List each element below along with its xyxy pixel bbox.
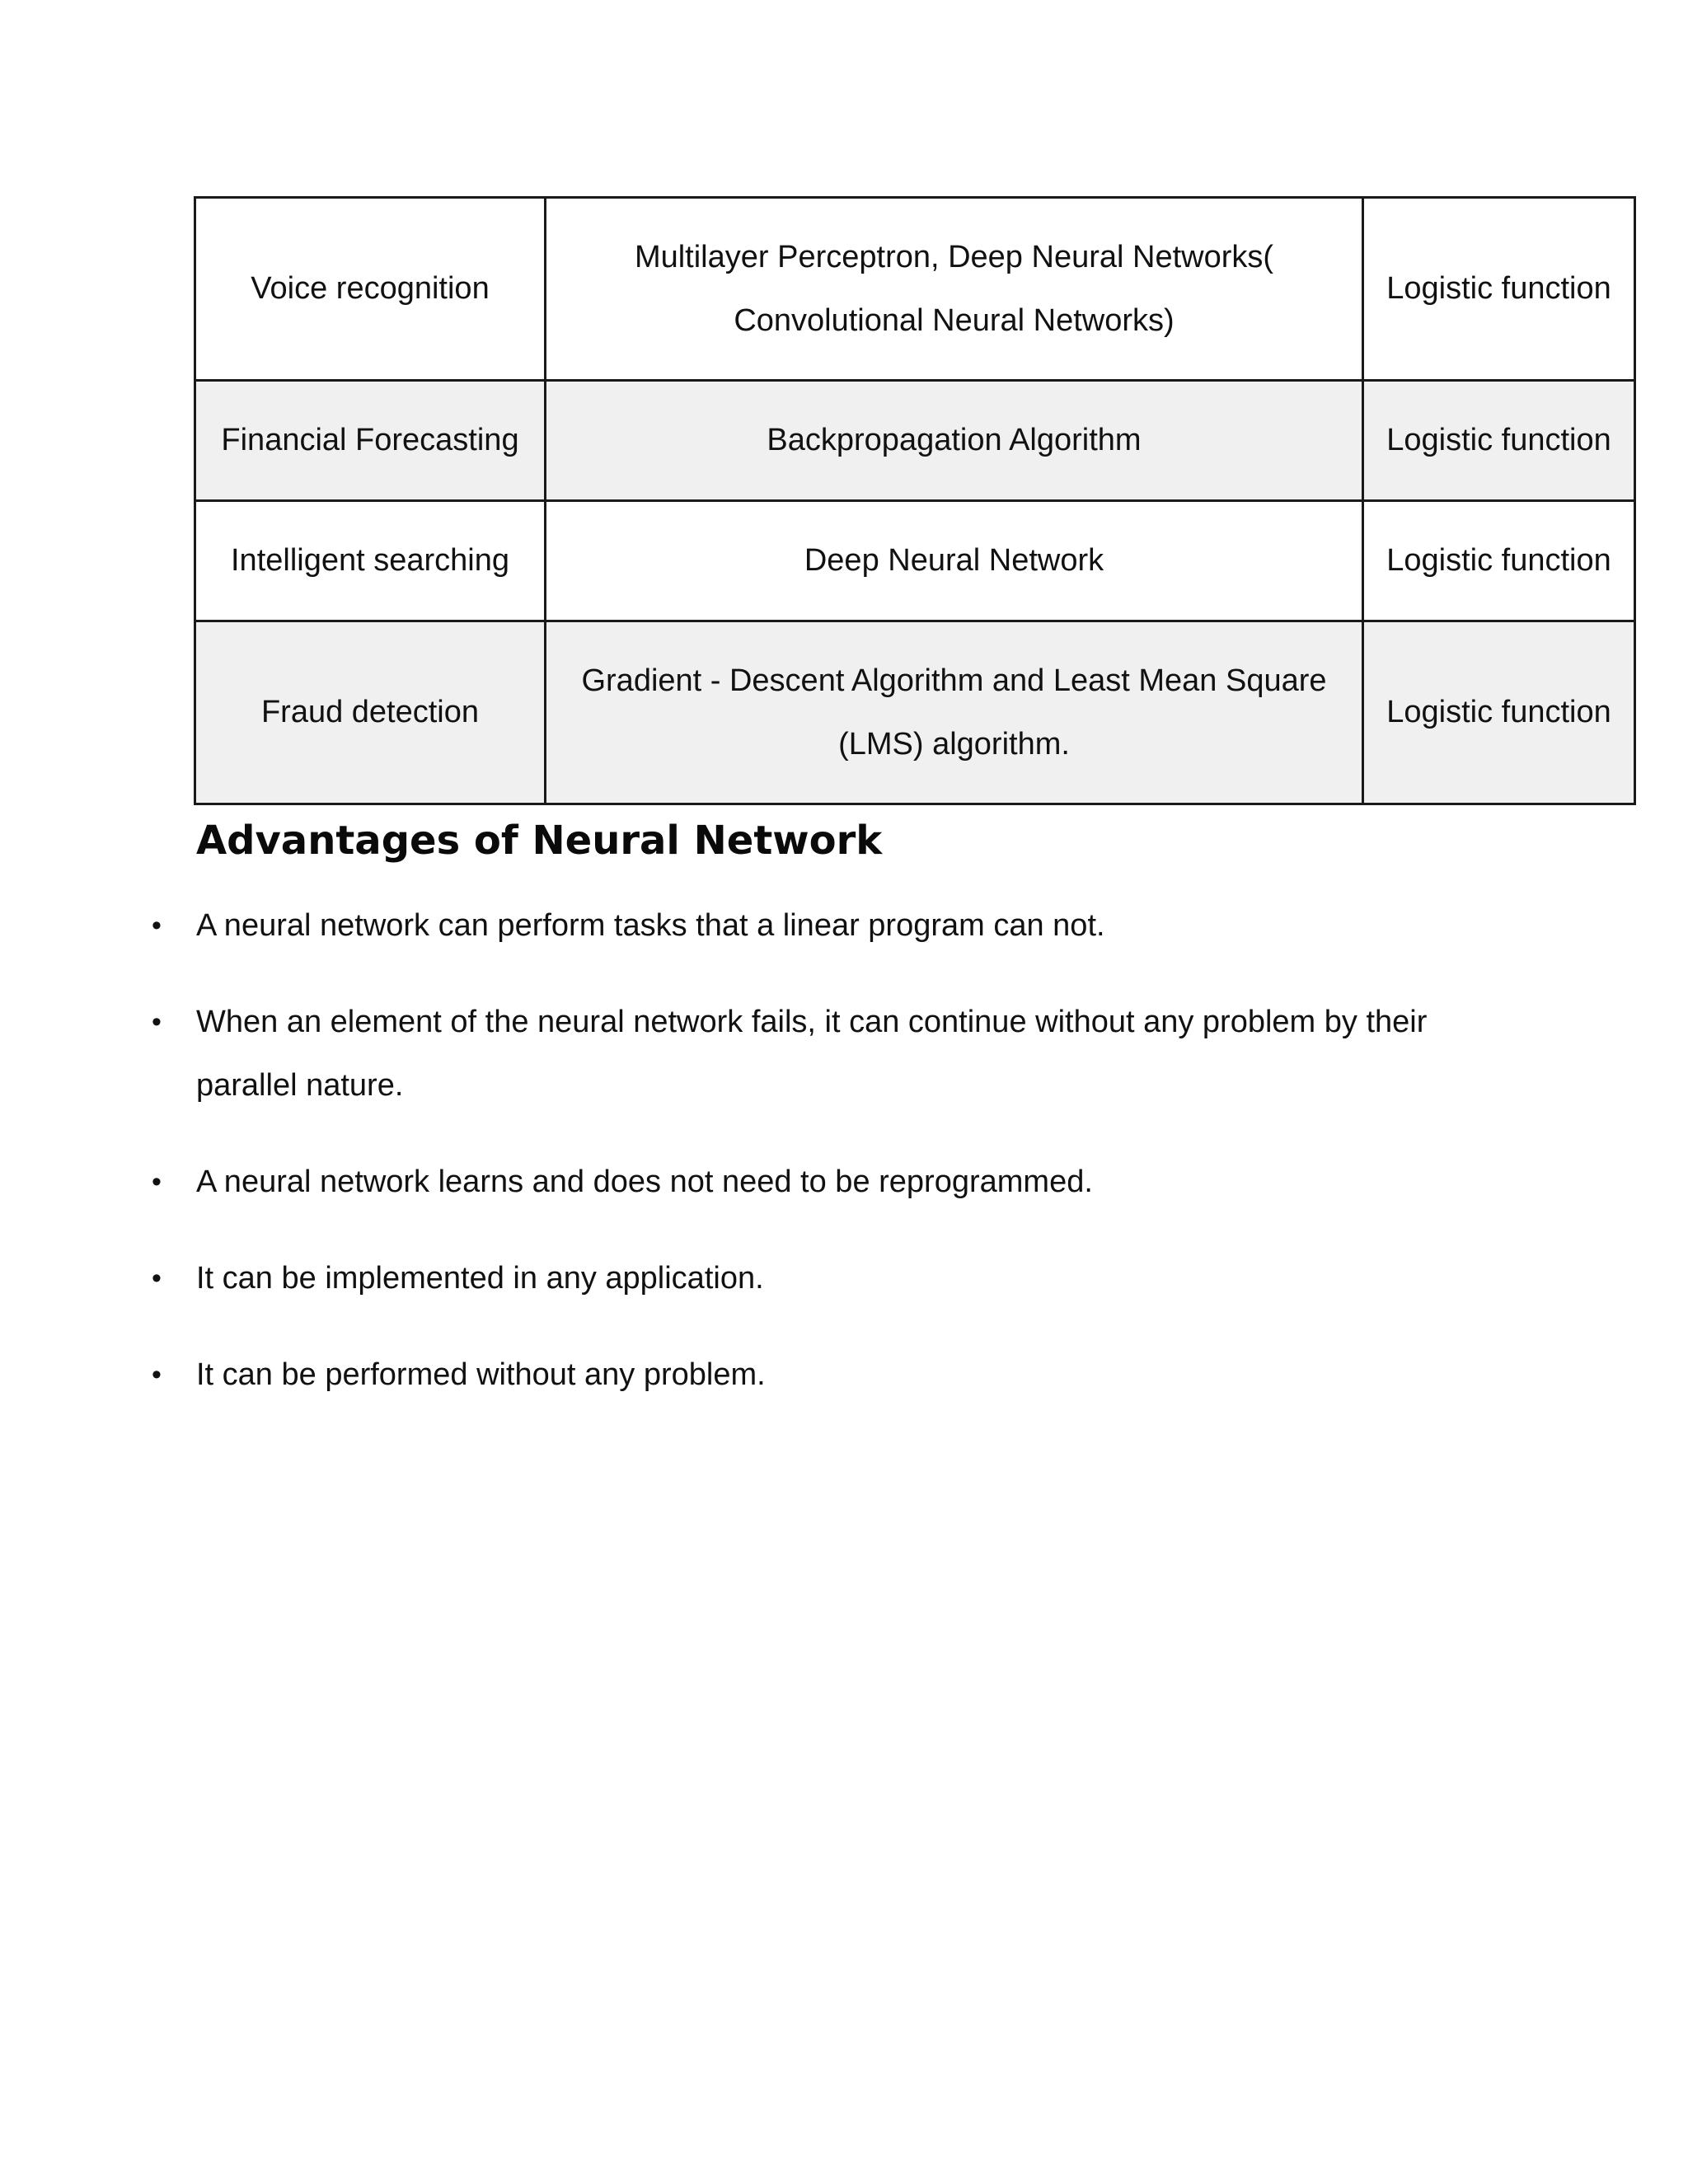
list-item — [0, 894, 1449, 958]
list-item — [0, 1151, 1449, 1214]
table-row — [195, 621, 1635, 804]
bullet-icon: • — [152, 910, 162, 941]
application-cell: Fraud detection — [195, 621, 546, 804]
architecture-cell: Multilayer Perceptron, Deep Neural Networks( Convolutional Neural Networks) — [546, 198, 1363, 381]
list-item-text: A neural network learns and does not need to be reprogrammed. — [196, 1165, 1093, 1199]
architecture-cell: Deep Neural Network — [546, 501, 1363, 621]
architecture-cell: Backpropagation Algorithm — [546, 381, 1363, 501]
list-item — [0, 1247, 1449, 1310]
advantages-heading: Advantages of Neural Network — [196, 818, 883, 864]
table-row — [195, 198, 1635, 381]
application-cell: Intelligent searching — [195, 501, 546, 621]
application-cell: Financial Forecasting — [195, 381, 546, 501]
bullet-icon: • — [152, 1006, 162, 1038]
list-item-text: A neural network can perform tasks that a linear program can not. — [196, 908, 1105, 943]
applications-table — [194, 196, 1636, 805]
list-item-text: When an element of the neural network fails, it can continue without any problem by their parallel nature. — [196, 1005, 1428, 1103]
advantages-list — [0, 894, 1688, 1440]
activation-cell: Logistic function — [1363, 198, 1635, 381]
list-item — [0, 991, 1449, 1118]
table-row — [195, 381, 1635, 501]
bullet-icon: • — [152, 1359, 162, 1390]
architecture-cell: Gradient - Descent Algorithm and Least Mean Square (LMS) algorithm. — [546, 621, 1363, 804]
bullet-icon: • — [152, 1166, 162, 1197]
list-item-text: It can be implemented in any application. — [196, 1261, 764, 1296]
bullet-icon: • — [152, 1263, 162, 1294]
activation-cell: Logistic function — [1363, 381, 1635, 501]
activation-cell: Logistic function — [1363, 501, 1635, 621]
list-item — [0, 1343, 1449, 1407]
list-item-text: It can be performed without any problem. — [196, 1357, 766, 1392]
table-row — [195, 501, 1635, 621]
activation-cell: Logistic function — [1363, 621, 1635, 804]
application-cell: Voice recognition — [195, 198, 546, 381]
